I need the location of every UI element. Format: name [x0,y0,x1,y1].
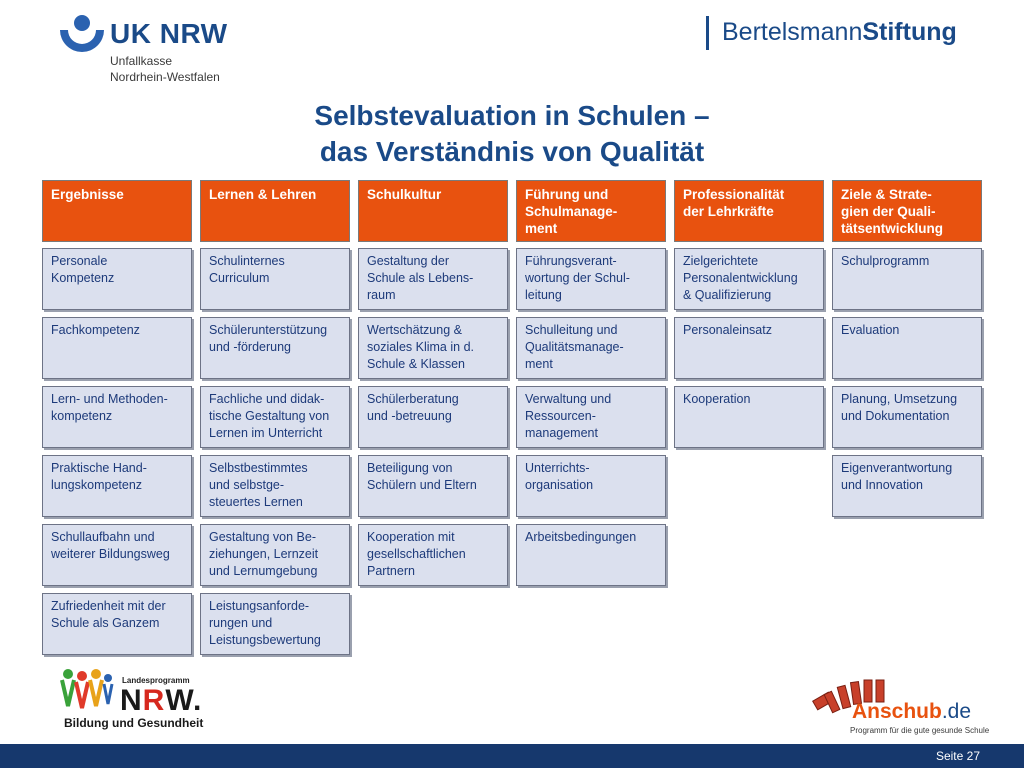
column-header: Schulkultur [358,180,508,242]
uk-nrw-logo [58,14,258,84]
quality-cell: Personaleinsatz [674,317,824,379]
quality-cell: Schülerunterstützung und -förderung [200,317,350,379]
quality-cell: Verwaltung und Ressourcen- management [516,386,666,448]
page-number: Seite 27 [935,749,980,763]
title-line-1: Selbstevaluation in Schulen – [314,100,710,131]
quality-cell: Zufriedenheit mit der Schule als Ganzem [42,593,192,655]
quality-cell: Selbstbestimmtes und selbstge- steuertes Lernen [200,455,350,517]
anschub-logo [808,670,990,738]
slide-title [0,98,1024,170]
quality-cell: Planung, Umsetzung und Dokumentation [832,386,982,448]
nrw-wordmark: NRW. [120,684,203,717]
column-header: Ziele & Strate- gien der Quali- tätsentwicklung [832,180,982,242]
people-figures-icon [60,666,114,714]
quality-cell: Schulinternes Curriculum [200,248,350,310]
uk-nrw-name: UK NRW [110,18,228,49]
column-header: Führung und Schulmanage- ment [516,180,666,242]
quality-cell: Kooperation mit gesellschaftlichen Partnern [358,524,508,586]
quality-cell: Kooperation [674,386,824,448]
quality-cell: Praktische Hand- lungskompetenz [42,455,192,517]
column-header: Professionalität der Lehrkräfte [674,180,824,242]
quality-cell: Schulleitung und Qualitätsmanage- ment [516,317,666,379]
quality-cell: Lern- und Methoden- kompetenz [42,386,192,448]
quality-cell: Gestaltung von Be- ziehungen, Lernzeit und Lernumgebung [200,524,350,586]
quality-cell: Führungsverant- wortung der Schul- leitung [516,248,666,310]
anschub-tagline: Programm für die gute gesunde Schule [850,726,990,735]
footer-bar [0,744,1024,768]
quality-cell: Schullaufbahn und weiterer Bildungsweg [42,524,192,586]
bertelsmann-stiftung-logo [706,16,976,52]
quality-cell: Schülerberatung und -betreuung [358,386,508,448]
quality-cell: Leistungsanforde- rungen und Leistungsbewertung [200,593,350,655]
quality-cell: Beteiligung von Schülern und Eltern [358,455,508,517]
quality-cell: Zielgerichtete Personalentwicklung & Qualifizierung [674,248,824,310]
quality-cell: Unterrichts- organisation [516,455,666,517]
bertelsmann-wordmark: BertelsmannStiftung [722,18,957,46]
quality-cell: Fachkompetenz [42,317,192,379]
quality-cell: Gestaltung der Schule als Lebens- raum [358,248,508,310]
quality-cell: Fachliche und didak- tische Gestaltung von Lernen im Unterricht [200,386,350,448]
logo-divider [706,16,709,50]
title-line-2: das Verständnis von Qualität [319,136,705,167]
column-header: Lernen & Lehren [200,180,350,242]
quality-cell: Arbeitsbedingungen [516,524,666,586]
column-header: Ergebnisse [42,180,192,242]
quality-cell: Schulprogramm [832,248,982,310]
bildung-gesundheit-label: Bildung und Gesundheit [64,716,204,730]
quality-cell: Wertschätzung & soziales Klima in d. Schule & Klassen [358,317,508,379]
anschub-wordmark: Anschub.de [852,700,972,723]
quality-cell: Personale Kompetenz [42,248,192,310]
quality-cell: Eigenverantwortung und Innovation [832,455,982,517]
landesprogramm-label: Landesprogramm [122,676,190,685]
uk-nrw-line1: Unfallkasse [110,54,173,68]
uk-nrw-line2: Nordrhein-Westfalen [110,70,220,84]
quality-cell: Evaluation [832,317,982,379]
uk-nrw-emblem-icon [58,14,106,62]
landesprogramm-nrw-logo [42,662,226,742]
